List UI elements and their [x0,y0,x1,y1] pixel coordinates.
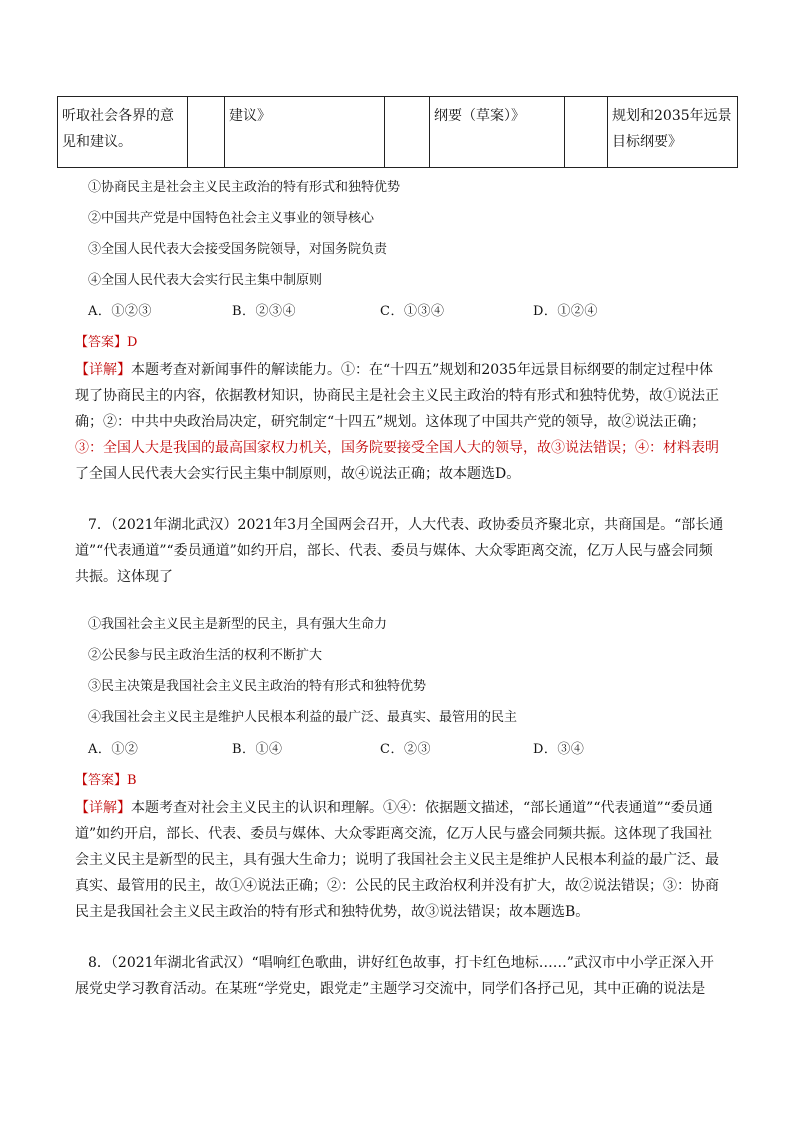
q7-statement-4: ④我国社会主义民主是维护人民根本利益的最广泛、最真实、最管用的民主 [88,710,518,725]
q6-explanation [75,357,723,487]
explanation-tag: 【详解】 [75,800,131,816]
table-cell: 规划和2035年远景目标纲要》 [608,97,738,168]
q7-statement-2: ②公民参与民主政治生活的权利不断扩大 [88,648,323,663]
q7-explanation [75,795,723,925]
explanation-highlight: ③：全国人大是我国的最高国家权力机关，国务院要接受全国人大的领导，故③说法错误；④：材料表明 [75,440,719,456]
q7-statement-3: ③民主决策是我国社会主义民主政治的特有形式和独特优势 [88,679,427,694]
q7-option-d: D．③④ [533,742,585,757]
q8-stem: 8．（2021年湖北省武汉）“唱响红色歌曲，讲好红色故事，打卡红色地标……”武汉市中小学正深入开展党史学习教育活动。在某班“学党史，跟党走”主题学习交流中，同学们各抒己见，其中正确的说法是 [75,955,714,997]
table-cell: 听取社会各界的意见和建议。 [58,97,188,168]
explanation-text: 本题考查对新闻事件的解读能力。①：在“十四五”规划和2035年远景目标纲要的制定过程中体现了协商民主的内容，依据教材知识，协商民主是社会主义民主政治的特有形式和独特优势，故①说法正确；②：中共中央政治局决定，研究制定“十四五”规划。这体现了中国共产党的领导，故②说法正确； [75,362,719,430]
q6-option-b: B．②③④ [232,304,297,319]
table-cell [565,97,608,168]
table-cell: 纲要（草案）》 [430,97,565,168]
table-cell: 建议》 [225,97,385,168]
q6-statement-2: ②中国共产党是中国特色社会主义事业的领导核心 [88,211,375,226]
table-row [58,97,738,168]
q7-stem: 7．（2021年湖北武汉）2021年3月全国两会召开，人大代表、政协委员齐聚北京，共商国是。“部长通道”“代表通道”“委员通道”如约开启，部长、代表、委员与媒体、大众零距离交流，亿万人民与盛会同频共振。这体现了 [75,517,724,585]
timeline-table [57,96,738,168]
q6-statement-3: ③全国人民代表大会接受国务院领导，对国务院负责 [88,242,388,257]
table-cell [188,97,225,168]
q6-option-c: C．①③④ [380,304,445,319]
table-cell [385,97,430,168]
q7-option-b: B．①④ [232,742,283,757]
explanation-tag: 【详解】 [75,362,131,378]
q7-option-a: A．①② [88,742,139,757]
q6-statement-4: ④全国人民代表大会实行民主集中制原则 [88,273,323,288]
q7-statement-1: ①我国社会主义民主是新型的民主，具有强大生命力 [88,617,388,632]
explanation-text: 本题考查对社会主义民主的认识和理解。①④：依据题文描述，“部长通道”“代表通道”“委员通道”如约开启，部长、代表、委员与媒体、大众零距离交流，亿万人民与盛会同频共振。这体现了我国社会主义民主是新型的民主，具有强大生命力；说明了我国社会主义民主是维护人民根本利益的最广泛、最真实、最管用的民主，故①④说法正确；②：公民的民主政治权利并没有扩大，故②说法错误；③：协商民主是我国社会主义民主政治的特有形式和独特优势，故③说法错误；故本题选B。 [75,800,719,920]
q6-answer: 【答案】D [75,335,138,350]
q7-answer: 【答案】B [75,773,137,788]
q6-option-a: A．①②③ [88,304,152,319]
q6-statement-1: ①协商民主是社会主义民主政治的特有形式和独特优势 [88,180,401,195]
q6-option-d: D．①②④ [533,304,598,319]
q7-option-c: C．②③ [380,742,431,757]
explanation-text-end: 了全国人民代表大会实行民主集中制原则，故④说法正确；故本题选D。 [75,466,521,482]
